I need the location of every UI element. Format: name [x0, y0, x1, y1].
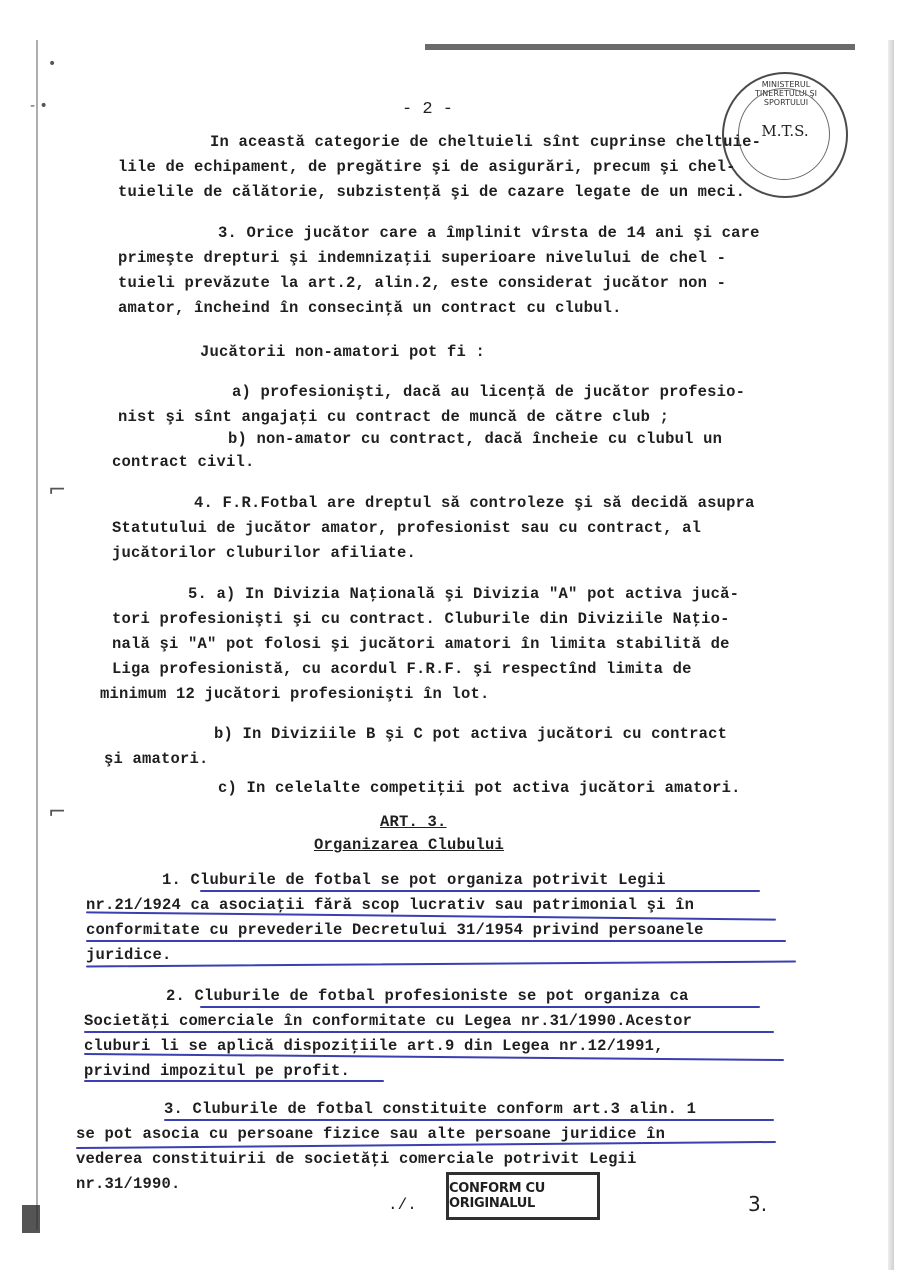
binding-mark: ⌐ — [48, 800, 67, 825]
text-line: tori profesionişti şi cu contract. Cluburile din Diviziile Naţio- — [112, 610, 730, 628]
text-line: se pot asocia cu persoane fizice sau alte persoane juridice în — [76, 1125, 666, 1143]
text-line: b) non-amator cu contract, dacă încheie cu clubul un — [228, 430, 723, 448]
scan-bottom-mark — [22, 1205, 40, 1233]
seal-center-text: M.T.S. — [761, 122, 809, 140]
pen-underline — [86, 940, 786, 942]
certification-stamp: CONFORM CU ORIGINALUL — [446, 1172, 600, 1220]
text-line: Statutului de jucător amator, profesionist sau cu contract, al — [112, 519, 702, 537]
seal-arc-text: MINISTERUL TINERETULUI ŞI SPORTULUI — [755, 80, 817, 107]
text-line: nr.31/1990. — [76, 1175, 181, 1193]
text-line: a) profesionişti, dacă au licenţă de jucător profesio- — [232, 383, 746, 401]
next-page-number: 3. — [748, 1192, 768, 1216]
text-line: vederea constituirii de societăţi comerciale potrivit Legii — [76, 1150, 637, 1168]
pen-underline — [84, 1080, 384, 1082]
pen-underline — [84, 1031, 774, 1033]
text-line: tuielile de călătorie, subzistenţă şi de cazare legate de un meci. — [118, 183, 746, 201]
article-heading: ART. 3. — [380, 813, 447, 831]
text-line: şi amatori. — [104, 750, 209, 768]
hole-punch-mark: • — [48, 56, 57, 72]
text-line: primeşte drepturi şi indemnizaţii superioare nivelului de chel - — [118, 249, 727, 267]
continuation-mark: ./. — [388, 1196, 417, 1214]
text-line: c) In celelalte competiţii pot activa jucători amatori. — [218, 779, 741, 797]
scan-right-edge — [888, 40, 894, 1270]
text-line: nist şi sînt angajaţi cu contract de muncă de către club ; — [118, 408, 670, 426]
text-line: lile de echipament, de pregătire şi de asigurări, precum şi chel- — [118, 158, 736, 176]
text-line: tuieli prevăzute la art.2, alin.2, este considerat jucător non - — [118, 274, 727, 292]
page-number: - 2 - — [402, 100, 454, 119]
hole-punch-mark: - • — [30, 98, 48, 114]
text-line: nr.21/1924 ca asociaţii fără scop lucrativ sau patrimonial şi în — [86, 896, 695, 914]
text-line: 3. Orice jucător care a împlinit vîrsta de 14 ani şi care — [218, 224, 760, 242]
text-line: 4. F.R.Fotbal are dreptul să controleze şi să decidă asupra — [194, 494, 755, 512]
pen-underline — [200, 1006, 760, 1008]
text-line: contract civil. — [112, 453, 255, 471]
scan-top-edge — [425, 44, 855, 50]
text-line: Jucătorii non-amatori pot fi : — [200, 343, 486, 361]
scan-left-edge — [36, 40, 38, 1230]
text-line: b) In Diviziile B şi C pot activa jucători cu contract — [214, 725, 728, 743]
pen-underline — [86, 961, 796, 968]
text-line: amator, încheind în consecinţă un contract cu clubul. — [118, 299, 622, 317]
text-line: privind impozitul pe profit. — [84, 1062, 351, 1080]
text-line: 5. a) In Divizia Naţională şi Divizia "A" pot activa jucă- — [188, 585, 740, 603]
text-line: cluburi li se aplică dispoziţiile art.9 din Legea nr.12/1991, — [84, 1037, 664, 1055]
pen-underline — [200, 890, 760, 892]
article-title: Organizarea Clubului — [314, 836, 505, 854]
text-line: juridice. — [86, 946, 172, 964]
text-line: 3. Cluburile de fotbal constituite conform art.3 alin. 1 — [164, 1100, 697, 1118]
text-line: Societăţi comerciale în conformitate cu Legea nr.31/1990.Acestor — [84, 1012, 693, 1030]
text-line: 2. Cluburile de fotbal profesioniste se pot organiza ca — [166, 987, 689, 1005]
pen-underline — [164, 1119, 774, 1121]
binding-mark: ⌐ — [48, 478, 67, 503]
text-line: nală şi "A" pot folosi şi jucători amatori în limita stabilită de — [112, 635, 730, 653]
text-line: minimum 12 jucători profesionişti în lot. — [100, 685, 490, 703]
text-line: 1. Cluburile de fotbal se pot organiza potrivit Legii — [162, 871, 666, 889]
text-line: conformitate cu prevederile Decretului 31/1954 privind persoanele — [86, 921, 704, 939]
text-line: jucătorilor cluburilor afiliate. — [112, 544, 417, 562]
text-line: In această categorie de cheltuieli sînt cuprinse cheltuie- — [210, 133, 762, 151]
text-line: Liga profesionistă, cu acordul F.R.F. şi respectînd limita de — [112, 660, 692, 678]
